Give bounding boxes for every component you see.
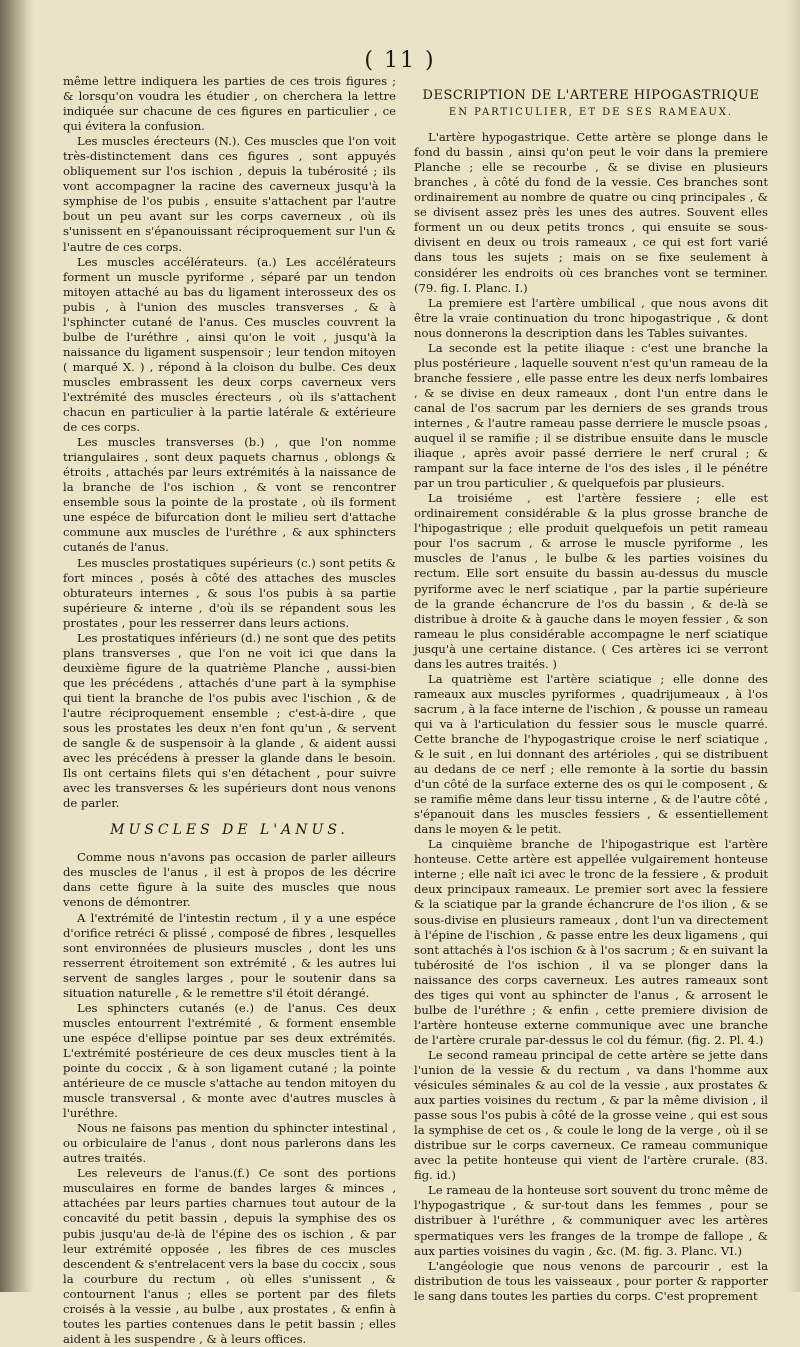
scan-page-edge <box>0 0 34 1292</box>
right-column <box>414 74 768 1303</box>
paragraph: La cinquième branche de l'hipogastrique est l'artère honteuse. Cette artère est appellée vulgairement honteuse interne ; elle naît ici avec le tronc de la fessiere , & produit deux principaux rameaux. Le premier sort avec la fessiere & la sciatique par la grande échancrure de l'os ilion , & se sous-divise en plusieurs rameaux , dont l'un va directement à l'épine de l'ischion , & passe entre les deux ligamens , qui sont attachés à l'os ischion & à l'os sacrum ; & en suivant la tubérosité de l'os ischion , il va se plonger dans la naissance des corps caverneux. Les autres rameaux sont des tiges qui vont au sphincter de l'anus , & arrosent le bulbe de l'uréthre ; & enfin , cette premiere division de l'artère honteuse externe communique avec une branche de l'artère crurale par-dessus le col du fémur. (fig. 2. Pl. 4.) <box>414 837 768 1047</box>
paragraph: Les muscles transverses (b.) , que l'on nomme triangulaires , sont deux paquets charnus , oblongs & étroits , attachés par leurs extrémités à la naissance de la branche de l'os ischion , & vont se rencontrer ensemble sous la pointe de la prostate , où ils forment une espéce de bifurcation dont le milieu sert d'attache commune aux muscles de l'uréthre , & aux sphincters cutanés de l'anus. <box>63 435 396 555</box>
section-heading: MUSCLES DE L'ANUS. <box>110 822 349 839</box>
paragraph: Les muscles accélérateurs. (a.) Les accélérateurs forment un muscle pyriforme , séparé par un tendon mitoyen attaché au bas du ligament interosseux des os pubis , à l'union des muscles transverses , & à l'sphincter cutané de l'anus. Ces muscles couvrent la bulbe de l'uréthre , ainsi qu'on le voit , jusqu'à la naissance du ligament suspensoir ; leur tendon mitoyen ( marqué X. ) , répond à la cloison du bulbe. Ces deux muscles embrassent les deux corps caverneux vers l'extrémité des muscles érecteurs , où ils s'attachent chacun en particulier à la partie latérale & extérieure de ces corps. <box>63 254 396 435</box>
paragraph: La seconde est la petite iliaque : c'est une branche la plus postérieure , laquelle souvent n'est qu'un rameau de la branche fessiere , elle passe entre les deux nerfs lombaires , & se divise en deux rameaux , dont l'un entre dans le canal de l'os sacrum par les derniers de ses grands trous internes , & l'autre rameau passe derriere le muscle psoas , auquel il se ramifie ; il se distribue ensuite dans le muscle iliaque , après avoir passé derriere le nerf crural ; & rampant sur la face interne de l'os des isles , il le pénétre par un trou particulier , & quelquefois par plusieurs. <box>414 340 768 491</box>
paragraph: L'artère hypogastrique. Cette artère se plonge dans le fond du bassin , ainsi qu'on peut le voir dans la premiere Planche ; elle se recourbe , & se divise en plusieurs branches , à côté du fond de la vessie. Ces branches sont ordinairement au nombre de quatre ou cinq principales , & se divisent assez près les unes des autres. Souvent elles forment un ou deux petits troncs , qui ensuite se sous-divisent en deux ou trois rameaux , ce qui est fort varié dans tous les sujets ; mais on se fixe seulement à considérer les endroits où ces branches vont se terminer. (79. fig. I. Planc. I.) <box>414 130 768 295</box>
paragraph: Comme nous n'avons pas occasion de parler ailleurs des muscles de l'anus , il est à propos de les décrire dans cette figure à la suite des muscles que nous venons de démontrer. <box>63 850 396 910</box>
paragraph: L'angéologie que nous venons de parcourir , est la distribution de tous les vaisseaux , pour porter & rapporter le sang dans toutes les parties du corps. C'est proprement <box>414 1258 768 1303</box>
paragraph: Les releveurs de l'anus.(f.) Ce sont des portions musculaires en forme de bandes larges & minces , attachées par leurs parties charnues tout autour de la concavité du petit bassin , depuis la symphise des os pubis jusqu'au de-là de l'épine des os ischion , & par leur extrémité opposée , les fibres de ces muscles descendent & s'entrelacent vers la base du coccix , sous la courbure du rectum , où elles s'unissent , & contournent l'anus ; elles se portent par des filets croisés à la vessie , au bulbe , aux prostates , & enfin à toutes les parties contenues dans le petit bassin ; elles aident à les suspendre , & à leurs offices. <box>63 1166 396 1346</box>
paragraph: Les sphincters cutanés (e.) de l'anus. Ces deux muscles entourrent l'extrémité , & forment ensemble une espéce d'ellipse pointue par ses deux extrémités. L'extrémité postérieure de ces deux muscles tient à la pointe du coccix , & à son ligament cutané ; la pointe antérieure de ce muscle s'attache au tendon mitoyen du muscle transversal , & monte avec d'autres muscles à l'uréthre. <box>63 1000 396 1121</box>
paragraph: La troisiéme , est l'artère fessiere ; elle est ordinairement considérable & la plus grosse branche de l'hipogastrique ; elle produit quelquefois un petit rameau pour l'os sacrum , & arrose le muscle pyriforme , les muscles de l'anus , le bulbe & les parties voisines du rectum. Elle sort ensuite du bassin au-dessus du muscle pyriforme avec le nerf sciatique , par la partie supérieure de la grande échancrure de l'os du bassin , & de-là se distribue à droite & à gauche dans le moyen fessier , & son rameau le plus considérable accompagne le nerf sciatique jusqu'à une certaine distance. ( Ces artères ici se verront dans les autres traités. ) <box>414 491 768 671</box>
paragraph: Les muscles prostatiques supérieurs (c.) sont petits & fort minces , posés à côté des attaches des muscles obturateurs internes , & sous l'os pubis à sa partie supérieure & interne , d'où ils se répandent sous les prostates , pour les resserrer dans leurs actions. <box>63 555 396 630</box>
paragraph: Nous ne faisons pas mention du sphincter intestinal , ou orbiculaire de l'anus , dont nous parlerons dans les autres traités. <box>63 1121 396 1166</box>
paragraph: Le rameau de la honteuse sort souvent du tronc même de l'hypogastrique , & sur-tout dans les femmes , pour se distribuer à l'uréthre , & communiquer avec les artères spermatiques vers les franges de la trompe de fallope , & aux parties voisines du vagin , &c. (M. fig. 3. Planc. VI.) <box>414 1183 768 1258</box>
left-column <box>63 74 396 1346</box>
paragraph: Le second rameau principal de cette artère se jette dans l'union de la vessie & du rectum , va dans l'homme aux vésicules séminales & au col de la vessie , aux prostates & aux parties voisines du rectum , & par la même division , il passe sous l'os pubis à côté de la grosse veine , qui est sous la symphise de cet os , & coule le long de la verge , où il se distribue sur le corps caverneux. Ce rameau communique avec la petite honteuse qui vient de l'artère crurale. (83. fig. id.) <box>414 1047 768 1183</box>
paragraph: même lettre indiquera les parties de ces trois figures ; & lorsqu'on voudra les étudier , on cherchera la lettre indiquée sur chacune de ces figures en particulier , ce qui évitera la confusion. <box>63 74 396 134</box>
paragraph: La premiere est l'artère umbilical , que nous avons dit être la vraie continuation du tronc hipogastrique , & dont nous donnerons la description dans les Tables suivantes. <box>414 295 768 340</box>
paragraph: La quatrième est l'artère sciatique ; elle donne des rameaux aux muscles pyriformes , quadrijumeaux , à l'os sacrum , à la face interne de l'ischion , & pousse un rameau qui va à l'articulation du fessier sous le muscle quarré. Cette branche de l'hypogastrique croise le nerf sciatique , & le suit , en lui donnant des artérioles , qui se distribuent au dedans de ce nerf ; elle remonte à la sortie du bassin d'un côté de la surface externe des os qui le composent , & se ramifie même dans leur tissu interne , & de l'autre côté , s'épanouit dans les muscles fessiers , & essentiellement dans le moyen & le petit. <box>414 671 768 837</box>
paragraph: Les muscles érecteurs (N.). Ces muscles que l'on voit très-distinctement dans ces figures , sont appuyés obliquement sur l'os ischion , depuis la tubérosité ; ils vont accompagner la racine des caverneux jusqu'à la symphise de l'os pubis , ensuite s'attachent par l'autre bout un peu avant sur les corps caverneux , où ils s'unissent en s'épanouissant réciproquement sur l'un & l'autre de ces corps. <box>63 134 396 254</box>
paragraph: Les prostatiques inférieurs (d.) ne sont que des petits plans transverses , que l'on ne voit ici que dans la deuxième figure de la quatrième Planche , aussi-bien que les précédens , attachés d'une part à la symphise qui tient la branche de l'os pubis avec l'ischion , & de l'autre réciproquement ensemble ; c'est-à-dire , que sous les prostates les deux n'en font qu'un , & servent de sangle & de suspensoir à la glande , & aident aussi avec les précédens à presser la glande dans le besoin. Ils ont certains filets qui s'en détachent , pour suivre avec les transverses & les supérieurs dont nous venons de parler. <box>63 630 396 811</box>
section-subtitle: EN PARTICULIER, ET DE SES RAMEAUX. <box>448 107 734 119</box>
scan-page-edge-right <box>786 0 800 1292</box>
section-title: DESCRIPTION DE L'ARTERE HIPOGASTRIQUE <box>422 88 760 103</box>
page-number: ( 11 ) <box>364 48 436 73</box>
paragraph: A l'extrémité de l'intestin rectum , il y a une espéce d'orifice retréci & plissé , composé de fibres , lesquelles sont environnées de plusieurs muscles , dont les uns resserrent étroitement son extrémité , & les autres lui servent de sangles larges , pour le soutenir dans sa situation naturelle , & le remettre s'il étoit dérangé. <box>63 910 396 1000</box>
